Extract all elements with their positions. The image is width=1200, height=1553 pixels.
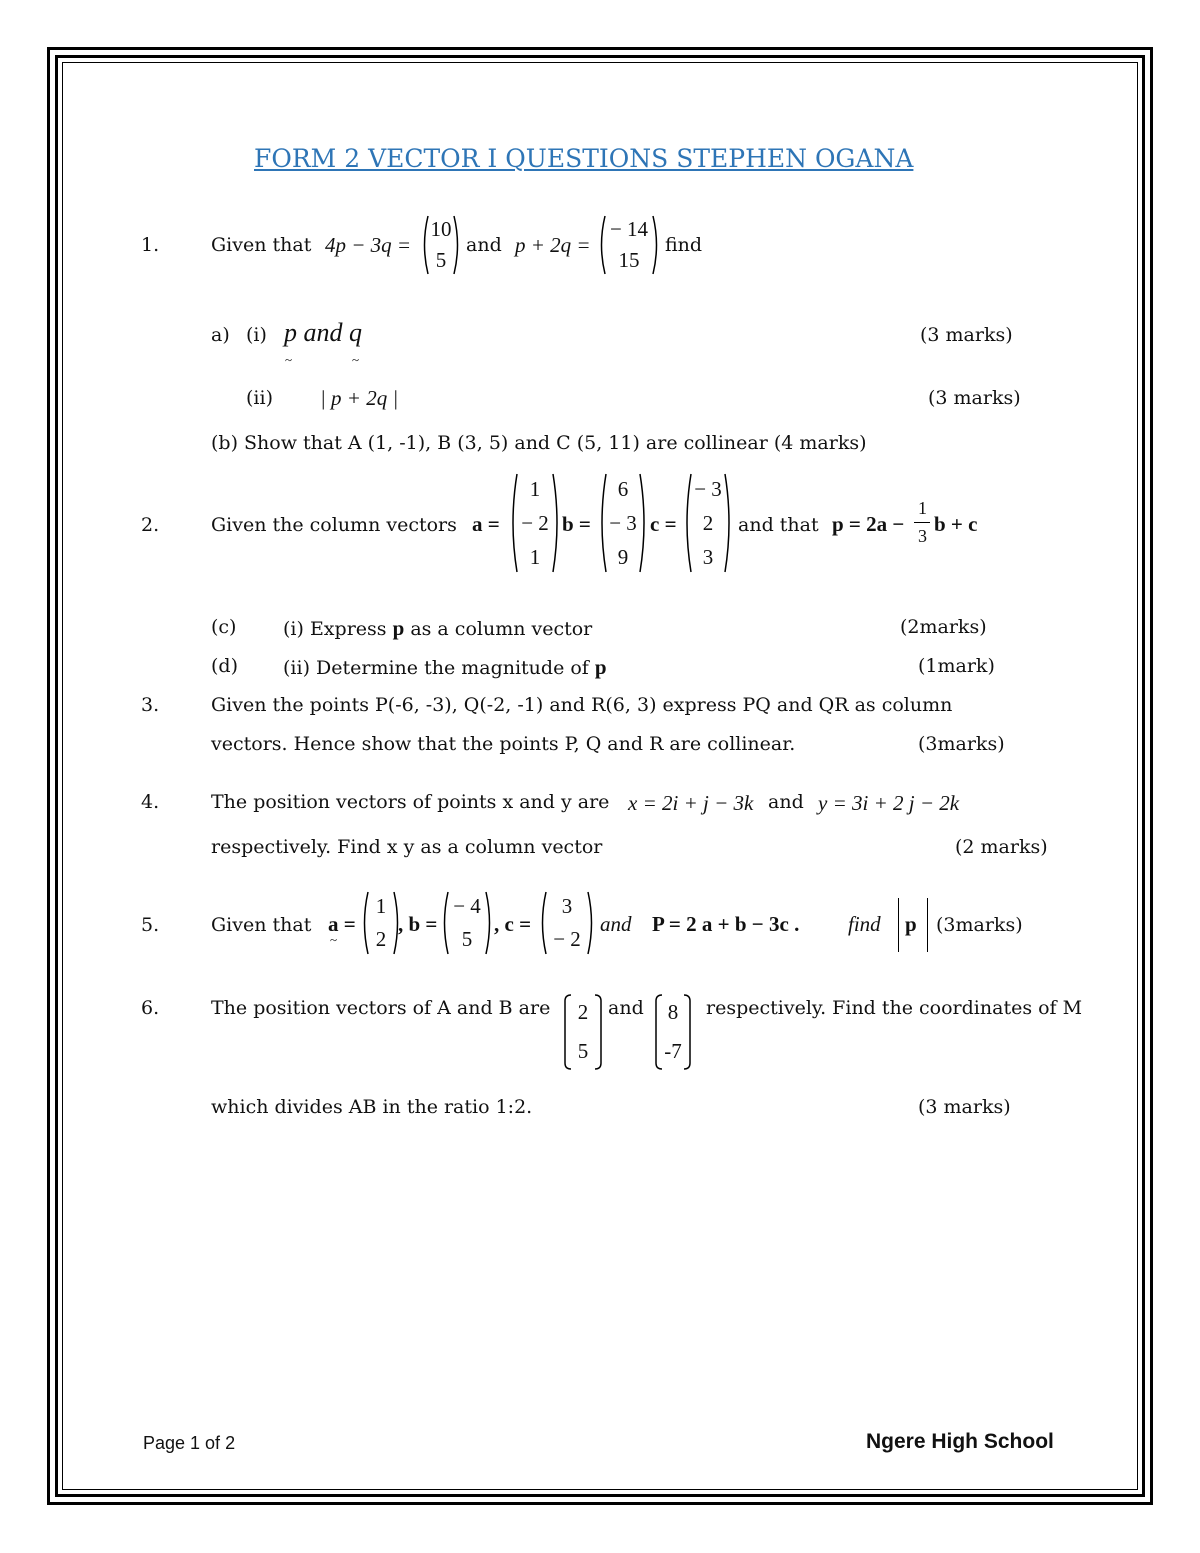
q2-part-c-text-end: as a column vector: [410, 618, 593, 640]
q4-and: and: [768, 791, 804, 813]
vector-entry: 2: [375, 927, 387, 951]
q2-part-d-marks: (1mark): [918, 655, 995, 677]
vector-entry: 1: [529, 544, 541, 569]
inner-border: [62, 62, 1138, 1490]
square-bracket-icon: [654, 993, 692, 1071]
vector-entry: 8: [667, 1000, 679, 1024]
fraction-numerator: 1: [918, 498, 927, 518]
paren-bracket-icon: [360, 890, 402, 956]
q3-line-2: vectors. Hence show that the points P, Q and R are collinear.: [211, 733, 796, 755]
paren-bracket-icon: [440, 890, 494, 956]
q3-line-1: Given the points P(-6, -3), Q(-2, -1) and R(6, 3) express PQ and QR as column: [211, 694, 953, 716]
q5-abs-p: p: [905, 912, 917, 936]
q5-find: find: [848, 912, 881, 936]
q6-line-2: which divides AB in the ratio 1:2.: [211, 1096, 533, 1118]
question-number: 5.: [141, 914, 160, 936]
q1-equation-1: 4p − 3q =: [325, 233, 412, 257]
question-number: 4.: [141, 791, 160, 813]
q2-b-eq: b =: [562, 512, 591, 536]
q2-part-d-label: (d): [211, 655, 238, 677]
q1-part-a-ii-text: | p + 2q |: [320, 386, 399, 410]
q4-marks: (2 marks): [955, 836, 1048, 858]
vector-entry: 5: [435, 248, 447, 272]
question-number: 6.: [141, 997, 160, 1019]
fraction-bar: [914, 522, 930, 523]
q2-given: Given the column vectors: [211, 514, 457, 536]
paren-bracket-icon: [597, 472, 649, 574]
paren-bracket-icon: [597, 214, 661, 276]
vector-entry: 15: [618, 248, 640, 272]
q5-vector-b: [440, 890, 494, 956]
q6-vector-b: [654, 993, 692, 1071]
q2-vector-c: [682, 472, 734, 574]
q1-equation-2: p + 2q =: [515, 233, 591, 257]
vector-entry: 6: [617, 476, 629, 501]
vector-entry: − 14: [609, 217, 649, 241]
square-bracket-icon: [563, 993, 603, 1071]
vector-entry: − 3: [609, 510, 637, 535]
fraction-denominator: 3: [918, 526, 927, 546]
q2-part-c-text-start: (i) Express: [283, 618, 387, 640]
vector-entry: 1: [529, 476, 541, 501]
q2-vector-a: [508, 472, 562, 574]
vector-entry: − 3: [694, 476, 722, 501]
q5-and: and: [600, 912, 632, 936]
q4-text: The position vectors of points x and y are: [211, 791, 610, 813]
q2-part-c-text: [283, 616, 592, 641]
paren-bracket-icon: [538, 890, 596, 956]
q5-vector-a: [360, 890, 402, 956]
vector-p-bold: p: [392, 616, 405, 640]
vector-entry: 3: [702, 544, 714, 569]
vector-entry: 10: [430, 217, 452, 241]
school-name: Ngere High School: [866, 1430, 1054, 1453]
q1-vector-1: [420, 214, 462, 276]
question-number: 1.: [141, 234, 160, 256]
q2-p-tail: b + c: [934, 512, 978, 536]
q6-vector-a: [563, 993, 603, 1071]
underline-mark-icon: ~: [285, 352, 293, 367]
q4-line-2: respectively. Find x y as a column vector: [211, 836, 603, 858]
q2-part-c-marks: (2marks): [900, 616, 987, 638]
vector-p-bold: p: [594, 655, 607, 679]
q2-and-that: and that: [738, 514, 819, 536]
q6-and: and: [608, 997, 644, 1019]
paren-bracket-icon: [508, 472, 562, 574]
q4-y-equation: y = 3i + 2 j − 2k: [818, 791, 960, 815]
q6-text-2: respectively. Find the coordinates of M: [706, 997, 1083, 1019]
q2-a-eq: a =: [472, 512, 500, 536]
q5-c-eq: , c =: [494, 912, 532, 936]
q2-p-equation: p = 2a −: [832, 512, 905, 536]
q1-and: and: [466, 234, 502, 256]
q5-marks: (3marks): [936, 914, 1023, 936]
q5-vector-c: [538, 890, 596, 956]
vector-entry: 1: [375, 894, 387, 918]
paren-bracket-icon: [682, 472, 734, 574]
vector-entry: -7: [664, 1039, 682, 1063]
vector-entry: − 2: [553, 927, 581, 951]
q1-given: Given that: [211, 234, 312, 256]
q1-find: find: [665, 234, 703, 256]
vector-entry: 3: [561, 894, 573, 918]
q5-a-eq: a =: [328, 912, 356, 936]
q2-part-d-text: [283, 655, 607, 680]
vector-entry: 2: [702, 510, 714, 535]
underline-mark-icon: ~: [352, 352, 360, 367]
q1-vector-2: [597, 214, 661, 276]
q3-marks: (3marks): [918, 733, 1005, 755]
vector-entry: − 2: [521, 510, 549, 535]
question-number: 3.: [141, 694, 160, 716]
vector-entry: 9: [617, 544, 629, 569]
q4-x-equation: x = 2i + j − 3k: [628, 791, 754, 815]
vector-entry: 5: [577, 1039, 589, 1063]
q1-part-a-ii-marks: (3 marks): [928, 387, 1021, 409]
q1-part-b: (b) Show that A (1, -1), B (3, 5) and C (5, 11) are collinear (4 marks): [211, 432, 867, 454]
q2-part-d-text-start: (ii) Determine the magnitude of: [283, 657, 589, 679]
q1-part-a-i-marks: (3 marks): [920, 324, 1013, 346]
q2-vector-b: [597, 472, 649, 574]
vector-entry: − 4: [453, 894, 481, 918]
q1-part-a-ii-label: (ii): [246, 387, 273, 409]
vector-entry: 5: [461, 927, 473, 951]
q1-part-a-i-text: p and q: [284, 318, 362, 347]
q1-part-a-label: a): [211, 324, 230, 346]
paren-bracket-icon: [420, 214, 462, 276]
q6-text: The position vectors of A and B are: [211, 997, 551, 1019]
vector-entry: 2: [577, 1000, 589, 1024]
q2-part-c-label: (c): [211, 616, 237, 638]
page-number: Page 1 of 2: [143, 1433, 236, 1453]
question-number: 2.: [141, 514, 160, 536]
q5-given: Given that: [211, 914, 312, 936]
q6-marks: (3 marks): [918, 1096, 1011, 1118]
underline-mark-icon: ~: [330, 932, 338, 947]
page-title: FORM 2 VECTOR I QUESTIONS STEPHEN OGANA: [254, 144, 914, 173]
q5-p-equation: P = 2 a + b − 3c .: [652, 912, 800, 936]
q1-part-a-i-label: (i): [246, 324, 267, 346]
q5-b-eq: , b =: [398, 912, 438, 936]
q2-c-eq: c =: [650, 512, 677, 536]
